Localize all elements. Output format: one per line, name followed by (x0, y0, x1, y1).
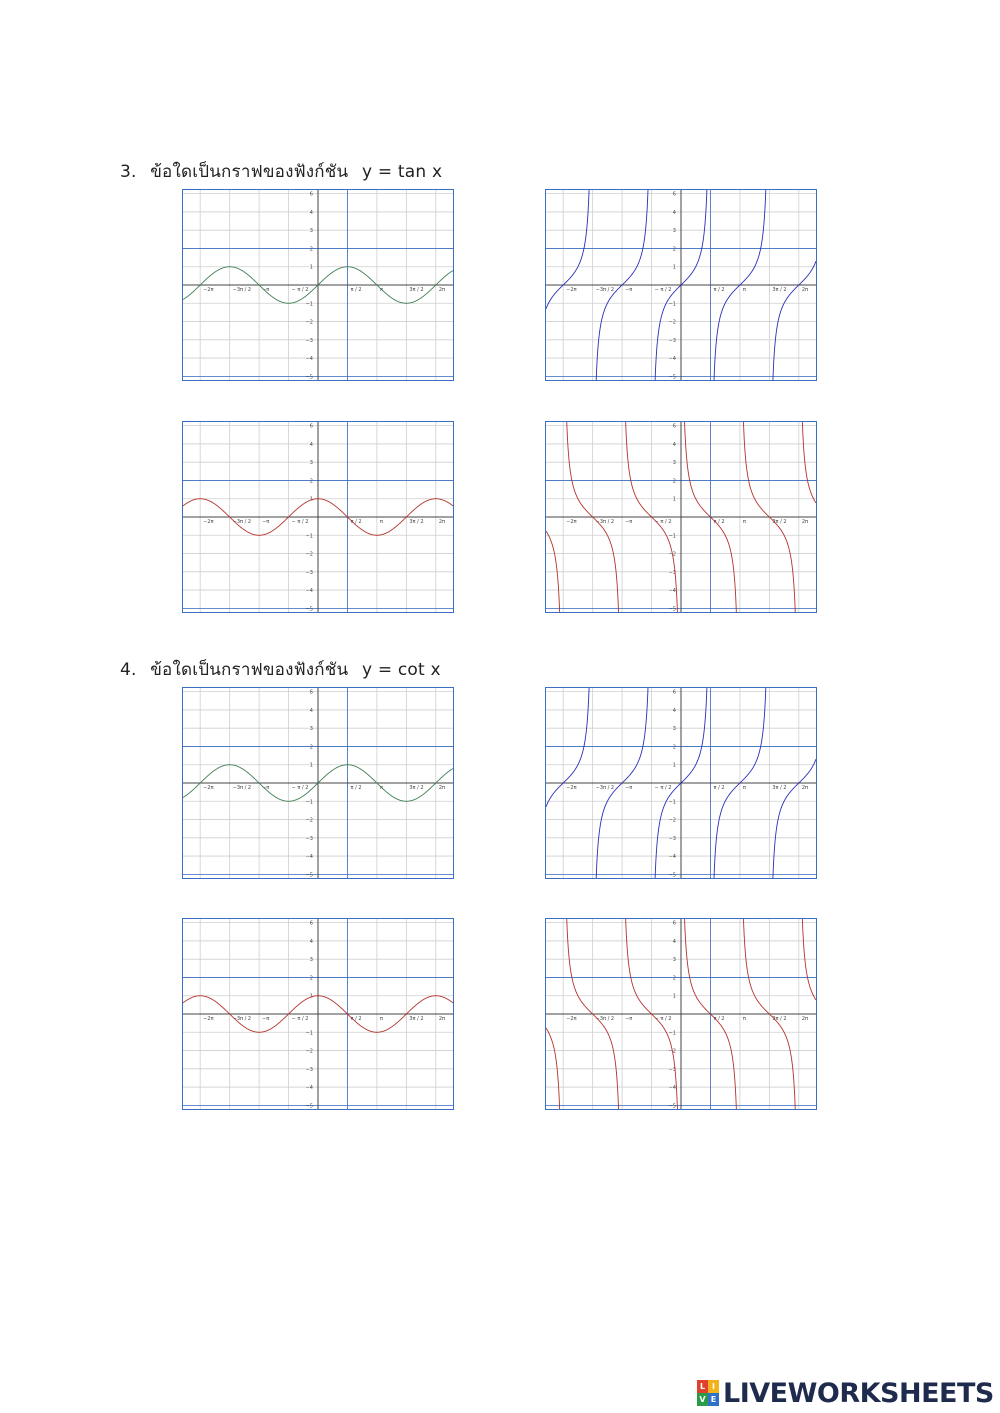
y-tick-label: 6 (309, 689, 313, 696)
y-tick-label: 1 (309, 762, 313, 769)
y-tick-label: 3 (309, 460, 313, 467)
y-tick-label: 2 (309, 478, 313, 485)
y-tick-label: −4 (668, 1085, 676, 1092)
x-tick-label: 2π (801, 519, 809, 526)
y-tick-label: −1 (305, 301, 313, 308)
y-tick-label: −3 (305, 337, 313, 344)
x-tick-label: −3π / 2 (232, 287, 252, 294)
logo-text: LIVEWORKSHEETS (723, 1377, 994, 1409)
x-tick-label: − π / 2 (654, 519, 672, 526)
logo-badge-icon: L I V E (697, 1380, 719, 1406)
y-tick-label: −3 (668, 569, 676, 576)
x-tick-label: −3π / 2 (232, 785, 252, 792)
y-tick-label: −2 (305, 817, 313, 824)
x-tick-label: π (742, 785, 746, 792)
x-tick-label: −3π / 2 (595, 785, 615, 792)
y-tick-label: −4 (305, 588, 313, 595)
y-tick-label: −1 (668, 533, 676, 540)
x-tick-label: π (742, 1016, 746, 1023)
y-tick-label: −4 (668, 356, 676, 363)
y-tick-label: −5 (305, 606, 313, 612)
graph-svg (183, 919, 453, 1109)
x-tick-label: −π (625, 519, 633, 526)
x-tick-label: − π / 2 (654, 1016, 672, 1023)
x-tick-label: π / 2 (713, 519, 725, 526)
y-tick-label: −4 (305, 1085, 313, 1092)
y-tick-label: −2 (668, 1048, 676, 1055)
y-tick-label: −5 (668, 1103, 676, 1109)
y-tick-label: −1 (305, 533, 313, 540)
y-tick-label: 4 (672, 441, 676, 448)
y-tick-label: −3 (305, 569, 313, 576)
liveworksheets-logo (697, 1377, 994, 1409)
x-tick-label: 2π (438, 519, 446, 526)
y-tick-label: 3 (309, 228, 313, 235)
y-tick-label: −2 (305, 1048, 313, 1055)
graph-svg (546, 919, 816, 1109)
y-tick-label: 2 (309, 246, 313, 253)
question-number: 4. (120, 660, 137, 680)
y-tick-label: −1 (668, 1030, 676, 1037)
x-tick-label: 3π / 2 (772, 519, 787, 526)
y-tick-label: 3 (309, 957, 313, 964)
x-tick-label: −2π (566, 287, 577, 294)
y-tick-label: −2 (305, 319, 313, 326)
graph-svg (183, 190, 453, 380)
x-tick-label: − π / 2 (291, 287, 309, 294)
x-tick-label: 3π / 2 (772, 785, 787, 792)
q4-option-d-graph[interactable] (545, 918, 817, 1110)
y-tick-label: −5 (305, 1103, 313, 1109)
y-tick-label: −3 (305, 835, 313, 842)
q3-option-a-graph[interactable] (182, 189, 454, 381)
x-tick-label: 2π (801, 785, 809, 792)
x-tick-label: − π / 2 (291, 519, 309, 526)
x-tick-label: −π (625, 287, 633, 294)
y-tick-label: −5 (668, 872, 676, 878)
x-tick-label: − π / 2 (654, 287, 672, 294)
y-tick-label: 3 (309, 726, 313, 733)
y-tick-label: 1 (309, 264, 313, 271)
y-tick-label: 2 (309, 975, 313, 982)
question-equation: y = cot x (361, 660, 441, 680)
y-tick-label: 1 (672, 496, 676, 503)
y-tick-label: 2 (672, 975, 676, 982)
question-4-title (120, 656, 441, 683)
y-tick-label: −4 (668, 588, 676, 595)
y-tick-label: 3 (672, 726, 676, 733)
y-tick-label: −1 (668, 301, 676, 308)
y-tick-label: −5 (668, 606, 676, 612)
y-tick-label: 6 (672, 191, 676, 198)
x-tick-label: 3π / 2 (772, 1016, 787, 1023)
graph-svg (183, 688, 453, 878)
x-tick-label: − π / 2 (654, 785, 672, 792)
y-tick-label: 4 (309, 938, 313, 945)
graph-svg (546, 190, 816, 380)
y-tick-label: 1 (309, 496, 313, 503)
question-number: 3. (120, 162, 137, 182)
y-tick-label: 6 (672, 920, 676, 927)
x-tick-label: π (379, 785, 383, 792)
y-tick-label: 4 (672, 938, 676, 945)
x-tick-label: −π (625, 1016, 633, 1023)
x-tick-label: π (742, 519, 746, 526)
question-equation: y = tan x (361, 162, 443, 182)
x-tick-label: π / 2 (713, 1016, 725, 1023)
y-tick-label: 1 (672, 264, 676, 271)
y-tick-label: −3 (668, 835, 676, 842)
x-tick-label: −π (625, 785, 633, 792)
y-tick-label: −3 (668, 1066, 676, 1073)
x-tick-label: −2π (203, 1016, 214, 1023)
x-tick-label: −2π (566, 519, 577, 526)
y-tick-label: 4 (672, 209, 676, 216)
x-tick-label: 3π / 2 (409, 519, 424, 526)
x-tick-label: 2π (438, 785, 446, 792)
y-tick-label: 6 (672, 423, 676, 430)
x-tick-label: π (379, 519, 383, 526)
y-tick-label: 3 (672, 228, 676, 235)
x-tick-label: −2π (566, 785, 577, 792)
x-tick-label: −π (262, 1016, 270, 1023)
x-tick-label: −3π / 2 (595, 519, 615, 526)
x-tick-label: −3π / 2 (595, 1016, 615, 1023)
x-tick-label: −2π (203, 519, 214, 526)
q3-option-c-graph[interactable] (182, 421, 454, 613)
x-tick-label: −3π / 2 (232, 519, 252, 526)
y-tick-label: −2 (305, 551, 313, 558)
y-tick-label: −2 (668, 319, 676, 326)
y-tick-label: 4 (309, 209, 313, 216)
y-tick-label: −4 (668, 854, 676, 861)
x-tick-label: −2π (566, 1016, 577, 1023)
x-tick-label: 2π (438, 287, 446, 294)
question-3-title (120, 158, 442, 185)
x-tick-label: −π (262, 519, 270, 526)
graph-svg (546, 422, 816, 612)
y-tick-label: 1 (672, 993, 676, 1000)
y-tick-label: −1 (668, 799, 676, 806)
q4-option-b-graph[interactable] (545, 687, 817, 879)
graph-svg (183, 422, 453, 612)
y-tick-label: 6 (309, 423, 313, 430)
x-tick-label: π / 2 (713, 785, 725, 792)
y-tick-label: 6 (309, 920, 313, 927)
x-tick-label: π (742, 287, 746, 294)
q4-option-a-graph[interactable] (182, 687, 454, 879)
x-tick-label: 3π / 2 (409, 785, 424, 792)
y-tick-label: −5 (305, 872, 313, 878)
y-tick-label: −4 (305, 356, 313, 363)
y-tick-label: 1 (672, 762, 676, 769)
y-tick-label: 3 (672, 957, 676, 964)
x-tick-label: π / 2 (350, 519, 362, 526)
x-tick-label: − π / 2 (291, 785, 309, 792)
x-tick-label: π / 2 (713, 287, 725, 294)
x-tick-label: π (379, 1016, 383, 1023)
y-tick-label: −4 (305, 854, 313, 861)
y-tick-label: 6 (309, 191, 313, 198)
graph-svg (546, 688, 816, 878)
y-tick-label: 2 (672, 246, 676, 253)
question-text: ข้อใดเป็นกราฟของฟังก์ชัน (150, 660, 349, 680)
x-tick-label: −2π (203, 287, 214, 294)
x-tick-label: 2π (801, 1016, 809, 1023)
question-text: ข้อใดเป็นกราฟของฟังก์ชัน (150, 162, 349, 182)
y-tick-label: −1 (305, 799, 313, 806)
x-tick-label: π / 2 (350, 785, 362, 792)
x-tick-label: −3π / 2 (595, 287, 615, 294)
y-tick-label: 2 (309, 744, 313, 751)
x-tick-label: −π (262, 287, 270, 294)
x-tick-label: 3π / 2 (409, 1016, 424, 1023)
q3-option-b-graph[interactable] (545, 189, 817, 381)
x-tick-label: 3π / 2 (772, 287, 787, 294)
y-tick-label: 4 (309, 707, 313, 714)
y-tick-label: 1 (309, 993, 313, 1000)
y-tick-label: −5 (668, 374, 676, 380)
x-tick-label: 2π (801, 287, 809, 294)
x-tick-label: − π / 2 (291, 1016, 309, 1023)
y-tick-label: 4 (309, 441, 313, 448)
y-tick-label: 6 (672, 689, 676, 696)
q3-option-d-graph[interactable] (545, 421, 817, 613)
x-tick-label: π (379, 287, 383, 294)
y-tick-label: −2 (668, 551, 676, 558)
x-tick-label: 3π / 2 (409, 287, 424, 294)
y-tick-label: −3 (305, 1066, 313, 1073)
x-tick-label: −2π (203, 785, 214, 792)
y-tick-label: −5 (305, 374, 313, 380)
y-tick-label: 4 (672, 707, 676, 714)
x-tick-label: −3π / 2 (232, 1016, 252, 1023)
x-tick-label: π / 2 (350, 287, 362, 294)
y-tick-label: −3 (668, 337, 676, 344)
y-tick-label: 3 (672, 460, 676, 467)
x-tick-label: 2π (438, 1016, 446, 1023)
y-tick-label: 2 (672, 744, 676, 751)
y-tick-label: −2 (668, 817, 676, 824)
x-tick-label: π / 2 (350, 1016, 362, 1023)
q4-option-c-graph[interactable] (182, 918, 454, 1110)
y-tick-label: 2 (672, 478, 676, 485)
y-tick-label: −1 (305, 1030, 313, 1037)
x-tick-label: −π (262, 785, 270, 792)
